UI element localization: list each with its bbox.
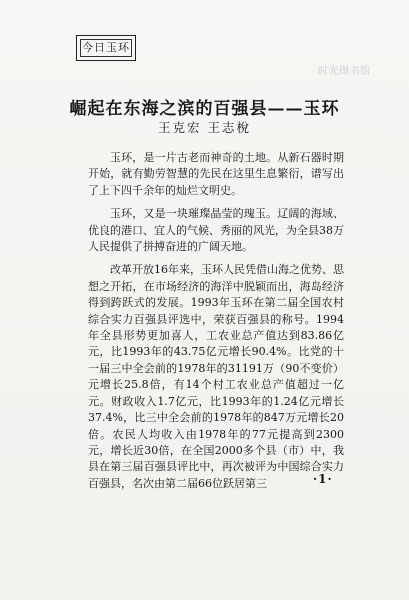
- watermark: 时光图书馆: [318, 66, 371, 77]
- paragraph: 改革开放16年来，玉环人民凭借山海之优势、思想之开拓，在市场经济的海洋中脱颖而出，海岛经济得到跨跃式的发展。1993年玉环在第二届全国农村综合实力百强县评选中，荣获百强县的称号。1994年全县形势更加喜人，工农业总产值达到83.86亿元，比1993年的43.75亿元增长90.4%。比党的十一届三中全会前的1978年的31191万（90不变价）元增长25.8倍，有14个村工农业总产值超过一亿元。财政收入1.7亿元，比1993年的1.24亿元增长37.4%，比三中全会前的1978年的847万元增长20倍。农民人均收入由1978年的77元提高到2300元，增长近30倍，在全国2000多个县（市）中，我县在第三届百强县评比中，再次被评为中国综合实力百强县，名次由第二届66位跃居第三: [88, 263, 344, 490]
- article-title: 崛起在东海之滨的百强县——玉环: [69, 99, 340, 119]
- column-stamp: [76, 35, 136, 61]
- column-stamp-label: 今日玉环: [80, 39, 132, 57]
- article-body: [88, 150, 344, 492]
- page-number: ·1·: [313, 472, 333, 486]
- paragraph: 玉环，是一片古老而神奇的土地。从新石器时期开始，就有勤劳智慧的先民在这里生息繁衍，谱写出了上下四千余年的灿烂文明史。: [88, 151, 344, 197]
- paragraph: 玉环，又是一块璀璨晶莹的瑰玉。辽阔的海域、优良的港口、宜人的气候、秀丽的风光，为全县38万人民提供了拼搏奋进的广阔天地。: [88, 207, 344, 254]
- article-authors: 王克宏 王志梲: [158, 120, 251, 135]
